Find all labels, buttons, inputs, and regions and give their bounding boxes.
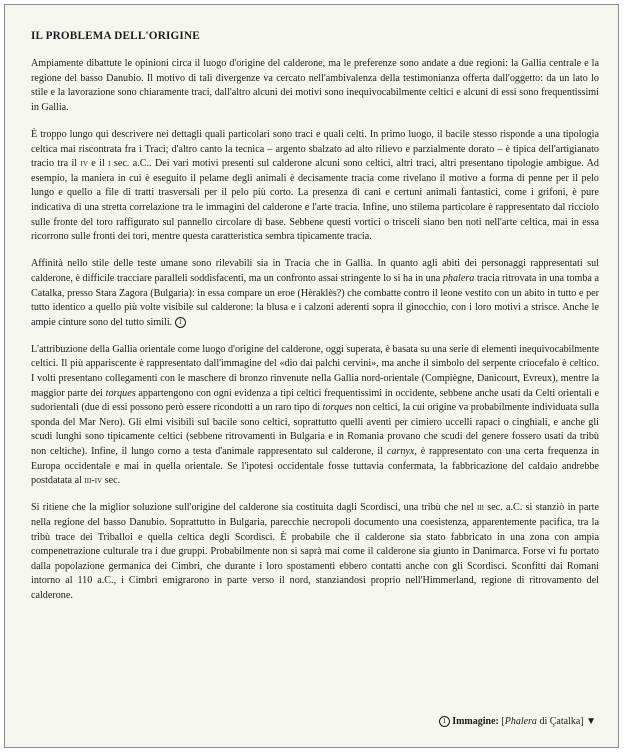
roman-numeral: iii-iv	[84, 475, 103, 487]
paragraph-5	[31, 501, 599, 603]
text-run: sec. a.C. si stanziò in parte nella regione del basso Danubio. Soprattutto in Bulgaria, parecchie necropoli documento una coesistenza, apparentemente pacifica, tra la tribù trace dei Triballoi e quella celtica degli Scordisci. È probabile che il calderone sia stato fabbricato in una zona con ampia compenetrazione culturale tra i due gruppi. Probabilmente non si saprà mai come il calderone sia giunto in Danimarca. Forse vi fu portato dalla popolazione germanica dei Cimbri, che durante i loro spostamenti ebbero contatti anche con gli Scordisci. Sconfitti dai Romani intorno al 110 a.C., i Cimbri emigrarono in parte verso il nord, stanziandosi proprio nell'Himmerland, regione di ritrovamento del calderone.	[31, 502, 599, 601]
caption-term: Phalera	[504, 716, 537, 727]
paragraph-2	[31, 128, 599, 245]
text-run: sec. a.C.. Dei vari motivi presenti sul calderone alcuni sono celtici, altri traci, altri presentano tipologie ambigue. Ad esempio, la maniera in cui è eseguito il pelame degli animali è decisamente tracia come rivelano il motivo a forma di penne per il pelo lungo e quello a file di tratti trasversali per il pelo più corto. La presenza di cani e certuni animali fantastici, come i grifoni, è pure indicativa di una stretta correlazione tra le immagini del calderone e l'arte tracia. Infine, uno stilema particolare è rappresentato dal ricciolo sulle fronte del toro raffigurato sul pannello circolare di base. Sebbene questi vortici o trisceli siano ben noti nell'arte celtica, mai in essa ricorrono sulle fronti dei tori, mentre questa caratteristica sembra tipicamente tracia.	[31, 158, 599, 243]
article-body	[31, 57, 599, 616]
reference-badge[interactable]: 1	[175, 317, 186, 328]
expand-arrow-icon[interactable]: ▼	[586, 716, 596, 727]
text-run: appartengono con ogni evidenza a tipi celtici frequentissimi in occidente, sebbene anche usati da Celti orientali e sudorientali (due di essi possono però essere ricondotti a un raro tipo di	[31, 387, 599, 414]
caption-rest: di Çatalka]	[536, 716, 584, 727]
text-run: , è rappresentato con una certa frequenza in Europa occidentale e mai in quella orientale. Se l'ipotesi occidentale fosse tuttavia confermata, la fabbricazione del caldaio andrebbe postdatata al	[31, 446, 600, 487]
roman-numeral: i	[108, 158, 111, 170]
text-run: L'attribuzione della Gallia orientale come luogo d'origine del calderone, oggi superata, è basata su una serie di elementi inequivocabilmente celtici. Il più appariscente è rappresentato dall'immagine del «dio dai palchi cervini», ma anche il simbolo del serpente criocefalo è celtico. I volti presentano collegamenti con le maschere di bronzo rinvenute nella Gallia nord-orientale (Compiègne, Danicourt, Evreux), mentre la maggior parte dei	[31, 343, 599, 399]
image-caption-link[interactable]	[439, 716, 596, 727]
paragraph-4	[31, 343, 599, 489]
text-run: Ampiamente dibattute le opinioni circa il luogo d'origine del calderone, ma le preferenze sono andate a due regioni: la Gallia centrale e la regione del basso Danubio. Il motivo di tali divergenze va cercato nell'ambivalenza della testimonianza offerta dall'oggetto: da un lato lo stile e la lavorazione sono chiaramente traci, dall'altro alcuni dei motivi sono inequivocabilmente celtici e alcuni di essi sono frequentissimi in Gallia.	[31, 58, 599, 113]
roman-numeral: iv	[80, 158, 88, 170]
paragraph-1	[31, 57, 599, 115]
text-run: non celtici, la cui origine va probabilmente individuata sulla sponda del Mar Nero). Gli elmi visibili sul bacile sono celtici, soprattutto quelli aventi per cimiero uccelli rapaci o cinghiali, e anche gli scudi lunghi sono tipicamente celtici (sebbene ritrovamenti in Bulgaria e in Romania provano che scudi del genere fossero usati da tribù non celtiche). Infine, il lungo corno a testa d'animale rappresentato sul calderone, il	[31, 402, 599, 458]
text-run: e il	[87, 158, 109, 170]
text-run: tracia ritrovata in una tomba a Catalka, presso Stara Zagora (Bulgaria): in essa compare un eroe (Hèraklès?) che combatte contro il leone vestito con un abito in tutto e per tutto identico a quello più volte visibile sul calderone: la blusa e i calzoni aderenti sopra il ginocchio, con i loro motivi a strisce. Anche le ampie cinture sono del tutto simili.	[31, 272, 599, 328]
text-run: È troppo lungo qui descrivere nei dettagli quali particolari sono traci e quali celti. In primo luogo, il bacile stesso risponde a una tipologia celtica mai riscontrata fra i Traci; d'altro canto la tecnica – argento sbalzato ad alto rilievo e parzialmente dorato – è tipica dell'artigianato tracio tra il	[31, 128, 599, 170]
text-run: Affinità nello stile delle teste umane sono rilevabili sia in Tracia che in Gallia. In quanto agli abiti dei personaggi rappresentati sul calderone, è difficile tracciare paralleli soddisfacenti, ma un confronto assai stringente lo si ha in una	[31, 258, 599, 284]
italic-term: torques	[322, 402, 353, 414]
caption-open-bracket: [	[498, 716, 505, 727]
caption-number-badge: 1	[439, 716, 450, 727]
roman-numeral: iii	[476, 502, 484, 514]
italic-term: torques	[105, 387, 136, 399]
text-run: Si ritiene che la miglior soluzione sull'origine del calderone sia costituita dagli Scordisci, una tribù che nel	[31, 502, 477, 514]
italic-term: carnyx	[386, 446, 415, 458]
section-title: IL PROBLEMA DELL'ORIGINE	[31, 30, 200, 42]
text-run: sec.	[102, 475, 121, 487]
caption-label: Immagine:	[452, 716, 499, 727]
document-page	[4, 4, 619, 748]
italic-term: phalera	[442, 272, 475, 284]
paragraph-3	[31, 257, 599, 330]
